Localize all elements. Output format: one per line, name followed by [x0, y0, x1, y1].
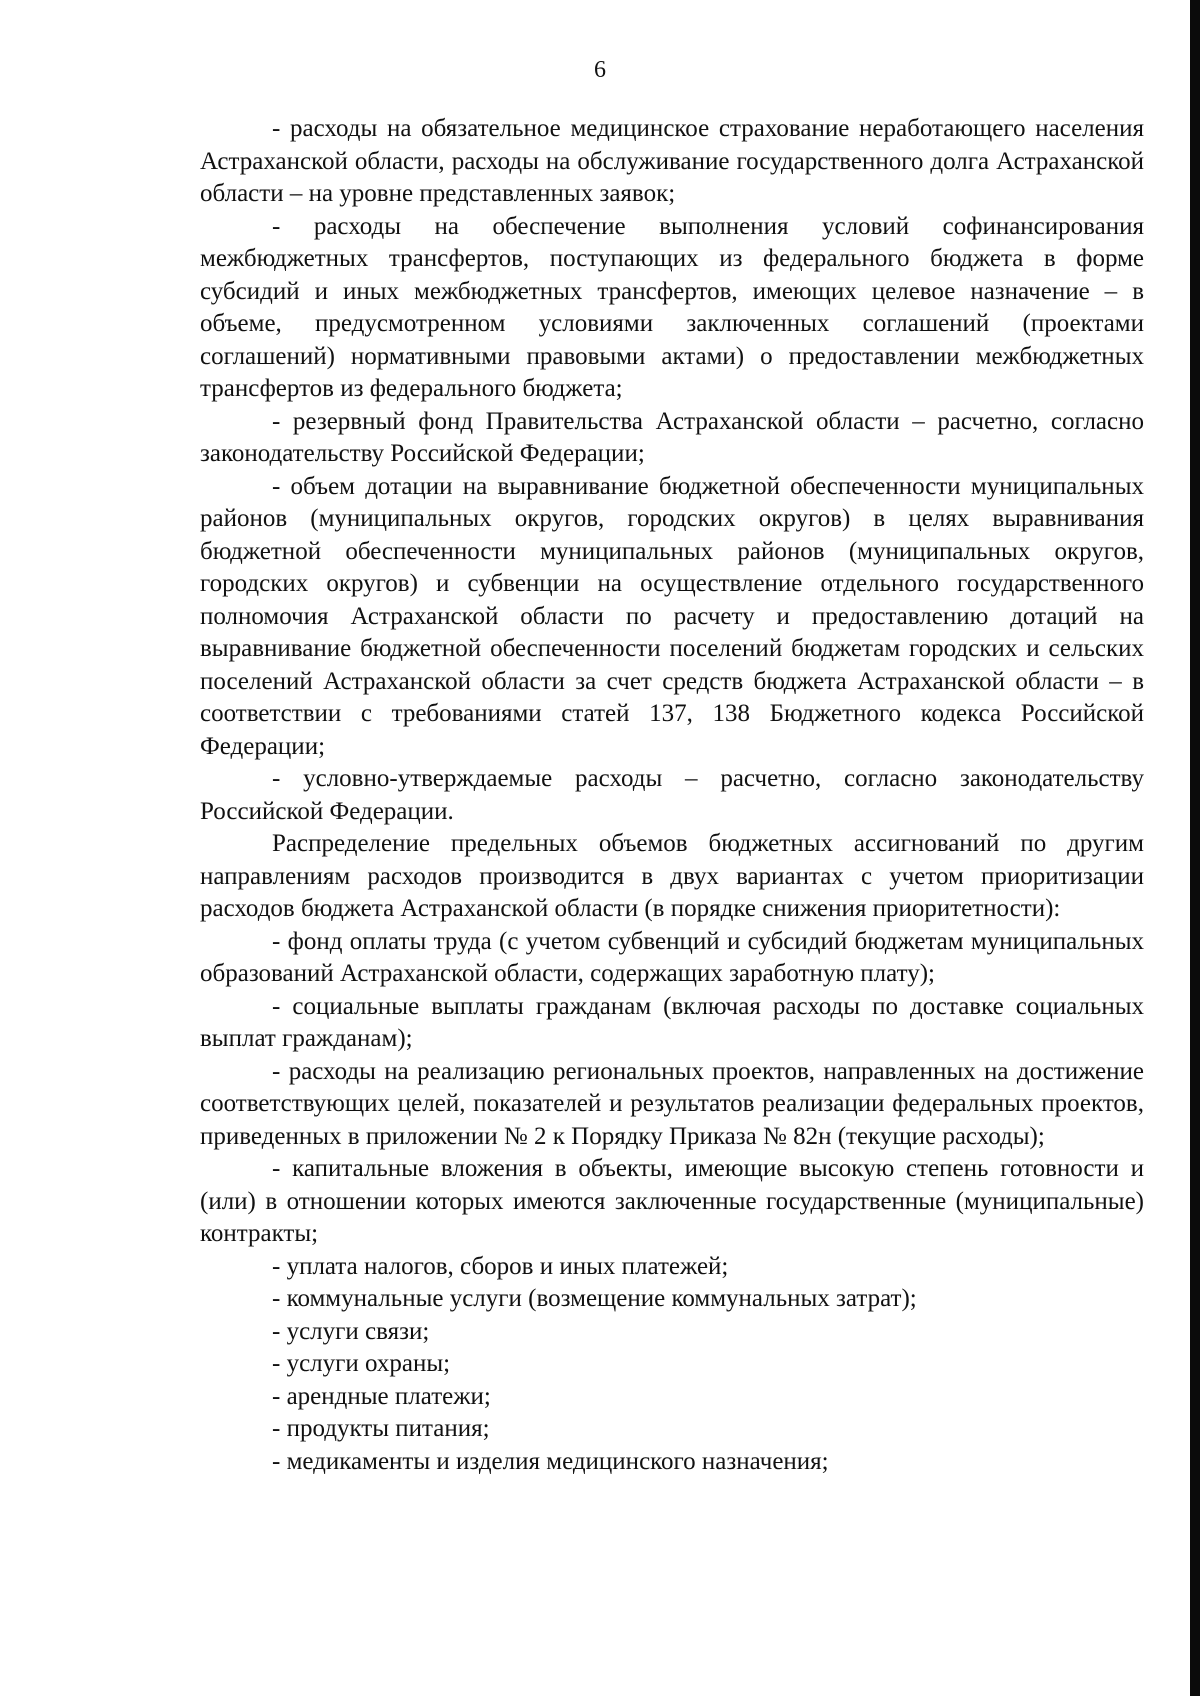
page-number: 6 — [594, 57, 606, 83]
paragraph-9: - расходы на реализацию региональных проектов, направленных на достижение соответствующих целей, показателей и результатов реализации федеральных проектов, приведенных в приложении № 2 к Порядку Приказа № 82н (текущие расходы); — [200, 1057, 1144, 1150]
paragraph-12: - коммунальные услуги (возмещение коммунальных затрат); — [272, 1285, 917, 1312]
paragraph-10: - капитальные вложения в объекты, имеющие высокую степень готовности и (или) в отношении которых имеются заключенные государственные (муниципальные) контракты; — [200, 1155, 1144, 1247]
paragraph-5: - условно-утверждаемые расходы – расчетно, согласно законодательству Российской Федерации. — [200, 765, 1144, 825]
paragraph-1: - расходы на обязательное медицинское страхование неработающего населения Астраханской области, расходы на обслуживание государственного долга Астраханской области – на уровне представленных заявок; — [200, 115, 1144, 207]
paragraph-4: - объем дотации на выравнивание бюджетной обеспеченности муниципальных районов (муниципальных округов, городских округов) в целях выравнивания бюджетной обеспеченности муниципальных районов (муниципальных округов, городских округов) и субвенции на осуществление отдельного государственного полномочия Астраханской области по расчету и предоставлению дотаций на выравнивание бюджетной обеспеченности поселений бюджетам городских и сельских поселений Астраханской области за счет средств бюджета Астраханской области – в соответствии с требованиями статей 137, 138 Бюджетного кодекса Российской Федерации; — [200, 472, 1144, 760]
document-body — [200, 113, 1144, 1478]
paragraph-13: - услуги связи; — [272, 1317, 430, 1345]
paragraph-17: - медикаменты и изделия медицинского назначения; — [272, 1447, 829, 1475]
paragraph-2: - расходы на обеспечение выполнения условий софинансирования межбюджетных трансфертов, поступающих из федерального бюджета в форме субсидий и иных межбюджетных трансфертов, имеющих целевое назначение – в объеме, предусмотренном условиями заключенных соглашений (проектами соглашений) нормативными правовыми актами) о предоставлении межбюджетных трансфертов из федерального бюджета; — [200, 212, 1144, 402]
paragraph-8: - социальные выплаты гражданам (включая расходы по доставке социальных выплат гражданам); — [200, 992, 1144, 1052]
paragraph-15: - арендные платежи; — [272, 1382, 491, 1410]
paragraph-11: - уплата налогов, сборов и иных платежей; — [272, 1252, 729, 1280]
paragraph-6: Распределение предельных объемов бюджетных ассигнований по другим направлениям расходов производится в двух вариантах с учетом приоритизации расходов бюджета Астраханской области (в порядке снижения приоритетности): — [200, 830, 1144, 922]
paragraph-14: - услуги охраны; — [272, 1350, 451, 1377]
paragraph-7: - фонд оплаты труда (с учетом субвенций и субсидий бюджетам муниципальных образований Астраханской области, содержащих заработную плату); — [200, 927, 1144, 987]
paragraph-3: - резервный фонд Правительства Астраханской области – расчетно, согласно законодательству Российской Федерации; — [200, 407, 1144, 467]
scan-edge-shadow — [1190, 0, 1200, 1696]
paragraph-16: - продукты питания; — [272, 1415, 490, 1442]
